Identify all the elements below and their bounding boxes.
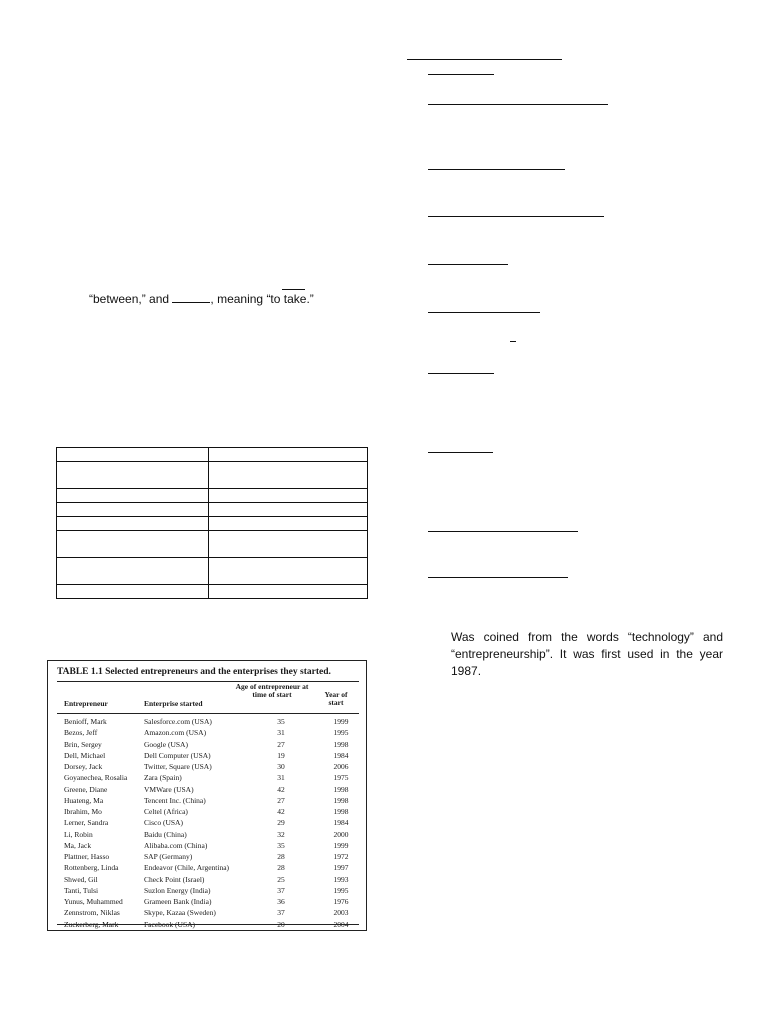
cell-age: 27 [277, 739, 285, 749]
figure-rows [57, 716, 360, 930]
cell-age: 42 [277, 807, 285, 816]
answer-line-7 [428, 373, 494, 374]
cell-age: 27 [277, 795, 285, 805]
cell-enterprise: VMWare (USA) [144, 784, 194, 794]
answer-line-8 [428, 452, 493, 453]
table-row [57, 806, 360, 817]
cell-enterprise: Dell Computer (USA) [144, 750, 211, 760]
figure-title: TABLE 1.1 Selected entrepreneurs and the enterprises they started. [57, 667, 331, 677]
cell-year: 1976 [333, 897, 349, 906]
cell-entrepreneur: Li, Robin [64, 829, 93, 839]
cell-enterprise: Tencent Inc. (China) [144, 795, 206, 805]
cell-entrepreneur: Bezos, Jeff [64, 728, 98, 738]
table-row [57, 874, 360, 885]
cell-year: 2003 [333, 908, 349, 918]
table-row [57, 862, 360, 873]
table-cell [209, 503, 368, 517]
table-row [57, 750, 360, 761]
table-row [57, 885, 360, 896]
cell-entrepreneur: Dorsey, Jack [64, 762, 103, 771]
cell-entrepreneur: Greene, Diane [64, 784, 108, 794]
answer-line-4 [428, 216, 604, 217]
cell-age: 35 [277, 717, 285, 726]
cell-entrepreneur: Shwed, Gil [64, 874, 98, 884]
answer-line-header [407, 59, 562, 60]
table-row [57, 851, 360, 862]
cell-entrepreneur: Yunus, Muhammed [64, 897, 123, 906]
answer-line-9 [428, 531, 578, 532]
cell-year: 1998 [333, 784, 349, 794]
table-cell [209, 585, 368, 599]
cell-entrepreneur: Benioff, Mark [64, 717, 107, 726]
cell-enterprise: Google (USA) [144, 739, 188, 749]
fill-in-blank [172, 291, 210, 303]
cell-enterprise: Alibaba.com (China) [144, 840, 208, 850]
cell-enterprise: Amazon.com (USA) [144, 728, 207, 738]
blank-line-short [282, 289, 305, 290]
empty-answer-table [56, 447, 368, 599]
table-cell [57, 585, 209, 599]
cell-year: 1975 [333, 773, 349, 783]
table-row [57, 784, 360, 795]
answer-line-2 [428, 104, 608, 105]
cell-age: 37 [277, 885, 285, 895]
header-enterprise: Enterprise started [144, 699, 203, 708]
table-cell [209, 448, 368, 462]
cell-age: 42 [277, 784, 285, 794]
sentence-part-1: “between,” and [89, 292, 170, 306]
cell-age: 32 [277, 829, 285, 839]
answer-line-1 [428, 74, 494, 75]
cell-entrepreneur: Ma, Jack [64, 840, 92, 850]
header-entrepreneur: Entrepreneur [64, 699, 108, 708]
cell-year: 1999 [333, 840, 349, 850]
figure-rule [57, 924, 359, 925]
table-row [57, 795, 360, 806]
sentence-part-2: , meaning “to take.” [210, 292, 314, 306]
cell-age: 28 [277, 852, 285, 861]
cell-entrepreneur: Ibrahim, Mo [64, 807, 102, 816]
definition-text: Was coined from the words “technology” and “entrepreneurship”. It was first used in the year 1987. [451, 630, 723, 678]
table-row [57, 772, 360, 783]
cell-enterprise: Grameen Bank (India) [144, 897, 212, 906]
cell-enterprise: Endeavor (Chile, Argentina) [144, 863, 230, 873]
cell-year: 1995 [333, 728, 349, 738]
table-row [57, 817, 360, 828]
cell-age: 25 [277, 874, 285, 884]
cell-age: 37 [277, 908, 285, 918]
table-row [57, 761, 360, 772]
table-cell [209, 462, 368, 489]
entrepreneurs-table-figure [47, 660, 367, 931]
cell-age: 31 [277, 728, 285, 738]
answer-line-10 [428, 577, 568, 578]
cell-year: 1998 [333, 739, 349, 749]
cell-enterprise: Skype, Kazaa (Sweden) [144, 908, 216, 918]
cell-enterprise: Facebook (USA) [144, 919, 196, 929]
cell-entrepreneur: Goyanechea, Rosalia [64, 773, 128, 783]
cell-year: 1972 [333, 852, 349, 861]
cell-year: 1998 [333, 795, 349, 805]
figure-rule [57, 681, 359, 682]
cell-entrepreneur: Lerner, Sandra [64, 818, 109, 828]
cell-year: 1995 [333, 885, 349, 895]
cell-year: 1984 [333, 750, 349, 760]
cell-entrepreneur: Zuckerberg, Mark [64, 919, 119, 929]
cell-year: 2000 [333, 829, 349, 839]
cell-enterprise: SAP (Germany) [144, 852, 193, 861]
table-cell [57, 531, 209, 558]
cell-entrepreneur: Rottenberg, Linda [64, 863, 119, 873]
cell-age: 35 [277, 840, 285, 850]
cell-age: 31 [277, 773, 285, 783]
table-cell [57, 462, 209, 489]
cell-entrepreneur: Dell, Michael [64, 750, 106, 760]
cell-age: 19 [277, 750, 285, 760]
table-cell [57, 503, 209, 517]
table-row [57, 896, 360, 907]
cell-year: 2006 [333, 762, 349, 771]
table-row [57, 840, 360, 851]
table-cell [57, 489, 209, 503]
cell-enterprise: Salesforce.com (USA) [144, 717, 212, 726]
cell-enterprise: Celtel (Africa) [144, 807, 188, 816]
cell-entrepreneur: Brin, Sergey [64, 739, 102, 749]
table-cell [209, 531, 368, 558]
figure-rule [57, 713, 359, 714]
table-row [57, 907, 360, 918]
cell-age: 29 [277, 818, 285, 828]
cell-year: 1999 [333, 717, 349, 726]
cell-entrepreneur: Tanti, Tulsi [64, 885, 99, 895]
cell-year: 2004 [333, 919, 349, 929]
cell-enterprise: Baidu (China) [144, 829, 187, 839]
header-age: Age of entrepreneur at time of start [235, 682, 309, 699]
cell-enterprise: Cisco (USA) [144, 818, 183, 828]
answer-dash [510, 341, 516, 342]
cell-age: 28 [277, 863, 285, 873]
cell-year: 1993 [333, 874, 349, 884]
table-cell [209, 558, 368, 585]
table-row [57, 727, 360, 738]
header-year: Year of start [324, 690, 348, 707]
cell-enterprise: Check Point (Israel) [144, 874, 205, 884]
cell-entrepreneur: Huateng, Ma [64, 795, 104, 805]
table-cell [209, 489, 368, 503]
cell-enterprise: Twitter, Square (USA) [144, 762, 212, 771]
table-cell [209, 517, 368, 531]
table-cell [57, 558, 209, 585]
fill-in-sentence [89, 291, 314, 307]
cell-entrepreneur: Zennstrom, Niklas [64, 908, 120, 918]
table-row [57, 739, 360, 750]
answer-line-3 [428, 169, 565, 170]
cell-year: 1997 [333, 863, 349, 873]
table-cell [57, 448, 209, 462]
answer-line-6 [428, 312, 540, 313]
table-cell [57, 517, 209, 531]
table-row [57, 829, 360, 840]
cell-age: 36 [277, 897, 285, 906]
cell-year: 1984 [333, 818, 349, 828]
cell-year: 1998 [333, 807, 349, 816]
cell-age: 30 [277, 762, 285, 771]
cell-enterprise: Suzlon Energy (India) [144, 885, 211, 895]
cell-age: 20 [277, 919, 285, 929]
cell-enterprise: Zara (Spain) [144, 773, 182, 783]
answer-line-5 [428, 264, 508, 265]
table-row [57, 716, 360, 727]
cell-entrepreneur: Plattner, Hasso [64, 852, 110, 861]
